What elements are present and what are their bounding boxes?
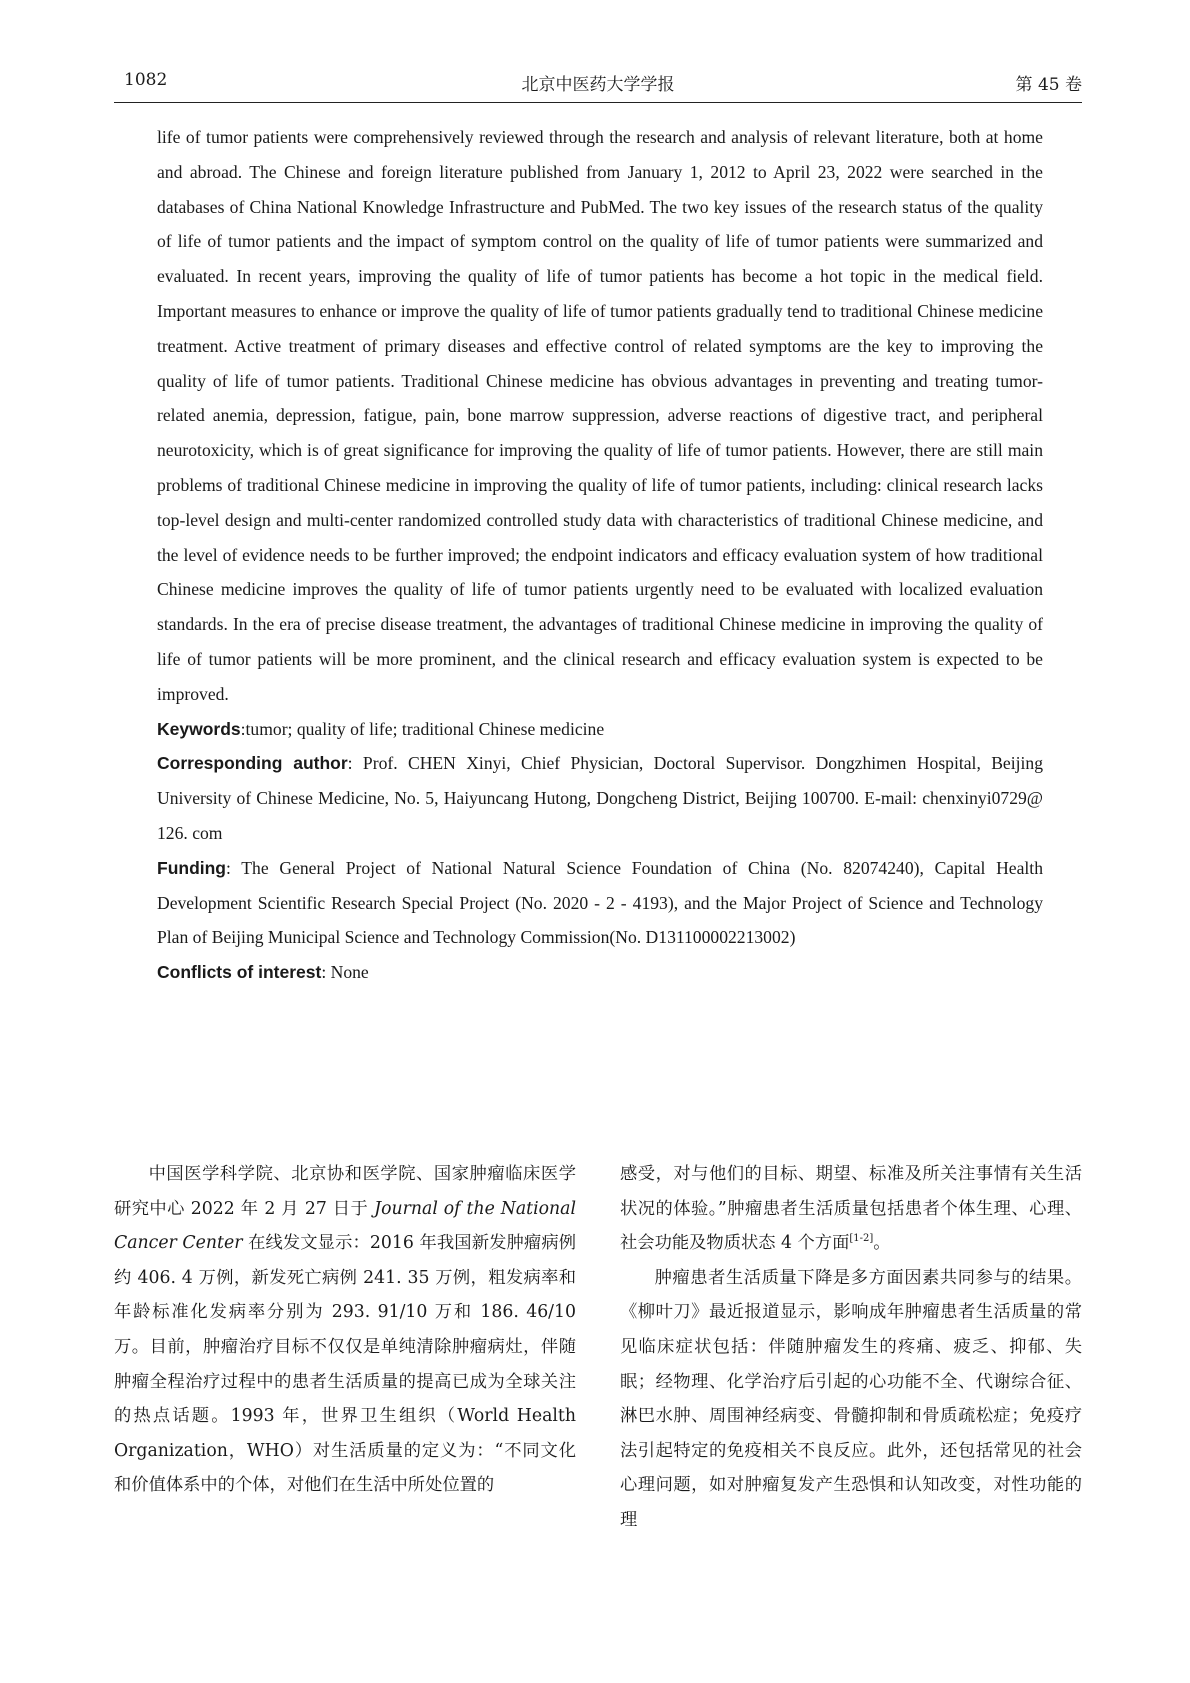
paragraph-text: 中国医学科学院、北京协和医学院、国家肿瘤临床医学研究中心 2022 年 2 月 27 日于 bbox=[114, 1164, 576, 1219]
funding-separator: : bbox=[226, 857, 242, 878]
conflicts-label: Conflicts of interest bbox=[157, 962, 322, 983]
paragraph-text: 感受，对与他们的目标、期望、标准及所关注事情有关生活状况的体验。”肿瘤患者生活质量包括患者个体生理、心理、社会功能及物质状态 4 个方面 bbox=[620, 1164, 1082, 1254]
conflicts-text: None bbox=[330, 962, 369, 983]
conflicts-line bbox=[157, 955, 1043, 990]
running-header bbox=[114, 66, 1082, 103]
conflicts-separator: : bbox=[321, 962, 331, 983]
funding-text: The General Project of National Natural Science Foundation of China (No. 82074240), Capital Health Development Scientific Research Special Project (No. 2020 - 2 - 4193), and the Major Project of Science and Technology Plan of Beijing Municipal Science and Technology Commission(No. D131100002213002) bbox=[157, 857, 1043, 948]
keywords-separator: : bbox=[240, 718, 246, 739]
corresponding-author-separator: : bbox=[347, 753, 363, 774]
paragraph-text: 在线发文显示：2016 年我国新发肿瘤病例约 406. 4 万例，新发死亡病例 241. 35 万例，粗发病率和年龄标准化发病率分别为 293. 91/10 万和 186. 46/10 万。目前，肿瘤治疗目标不仅仅是单纯清除肿瘤病灶，伴随肿瘤全程治疗过程中的患者生活质量的提高已成为全球关注的热点话题。1993 年，世界卫生组织（World Health Organization，WHO）对生活质量的定义为：“不同文化和价值体系中的个体，对他们在生活中所处位置的 bbox=[114, 1233, 577, 1496]
funding-label: Funding bbox=[157, 857, 227, 878]
body-left-column bbox=[114, 1157, 576, 1503]
paragraph-end: 。 bbox=[873, 1233, 891, 1254]
corresponding-author-line bbox=[157, 746, 1043, 850]
body-paragraph bbox=[114, 1157, 576, 1503]
abstract-body: life of tumor patients were comprehensively reviewed through the research and analysis of relevant literature, both at home and abroad. The Chinese and foreign literature published from January 1, 2012 to April 23, 2022 were searched in the databases of China National Knowledge Infrastructure and PubMed. The two key issues of the research status of the quality of life of tumor patients and the impact of symptom control on the quality of life of tumor patients were summarized and evaluated. In recent years, improving the quality of life of tumor patients has become a hot topic in the medical field. Important measures to enhance or improve the quality of life of tumor patients gradually tend to traditional Chinese medicine treatment. Active treatment of primary diseases and effective control of related symptoms are the key to improving the quality of life of tumor patients. Traditional Chinese medicine has obvious advantages in preventing and treating tumor-related anemia, depression, fatigue, pain, bone marrow suppression, adverse reactions of digestive tract, and peripheral neurotoxicity, which is of great significance for improving the quality of life of tumor patients. However, there are still main problems of traditional Chinese medicine in improving the quality of life of tumor patients, including: clinical research lacks top-level design and multi-center randomized controlled study data with characteristics of traditional Chinese medicine, and the level of evidence needs to be further improved; the endpoint indicators and efficacy evaluation system of how traditional Chinese medicine improves the quality of life of tumor patients urgently need to be evaluated with localized evaluation standards. In the era of precise disease treatment, the advantages of traditional Chinese medicine in improving the quality of life of tumor patients will be more prominent, and the clinical research and efficacy evaluation system is expected to be improved. bbox=[157, 127, 1043, 704]
body-paragraph-continued bbox=[620, 1157, 1082, 1261]
corresponding-author-label: Corresponding author bbox=[157, 753, 348, 774]
funding-line bbox=[157, 851, 1043, 955]
keywords-text: tumor; quality of life; traditional Chinese medicine bbox=[245, 718, 605, 739]
english-abstract bbox=[157, 120, 1043, 990]
citation-reference: [1-2] bbox=[849, 1233, 874, 1245]
body-right-column bbox=[620, 1157, 1082, 1538]
journal-name: Journal of the National Cancer Center bbox=[114, 1198, 576, 1254]
keywords-line bbox=[157, 712, 1043, 747]
keywords-label: Keywords bbox=[157, 718, 241, 739]
body-paragraph: 肿瘤患者生活质量下降是多方面因素共同参与的结果。《柳叶刀》最近报道显示，影响成年肿瘤患者生活质量的常见临床症状包括：伴随肿瘤发生的疼痛、疲乏、抑郁、失眠；经物理、化学治疗后引起的心功能不全、代谢综合征、淋巴水肿、周围神经病变、骨髓抑制和骨质疏松症；免疫疗法引起特定的免疫相关不良反应。此外，还包括常见的社会心理问题，如对肿瘤复发产生恐惧和认知改变，对性功能的理 bbox=[620, 1267, 1082, 1530]
page-number: 1082 bbox=[124, 70, 168, 90]
journal-title: 北京中医药大学学报 bbox=[521, 75, 675, 95]
volume-label: 第 45 卷 bbox=[1015, 75, 1082, 95]
corresponding-author-text: Prof. CHEN Xinyi, Chief Physician, Doctoral Supervisor. Dongzhimen Hospital, Beijing University of Chinese Medicine, No. 5, Haiyuncang Hutong, Dongcheng District, Beijing 100700. E-mail: chenxinyi0729@ 126. com bbox=[157, 753, 1043, 843]
